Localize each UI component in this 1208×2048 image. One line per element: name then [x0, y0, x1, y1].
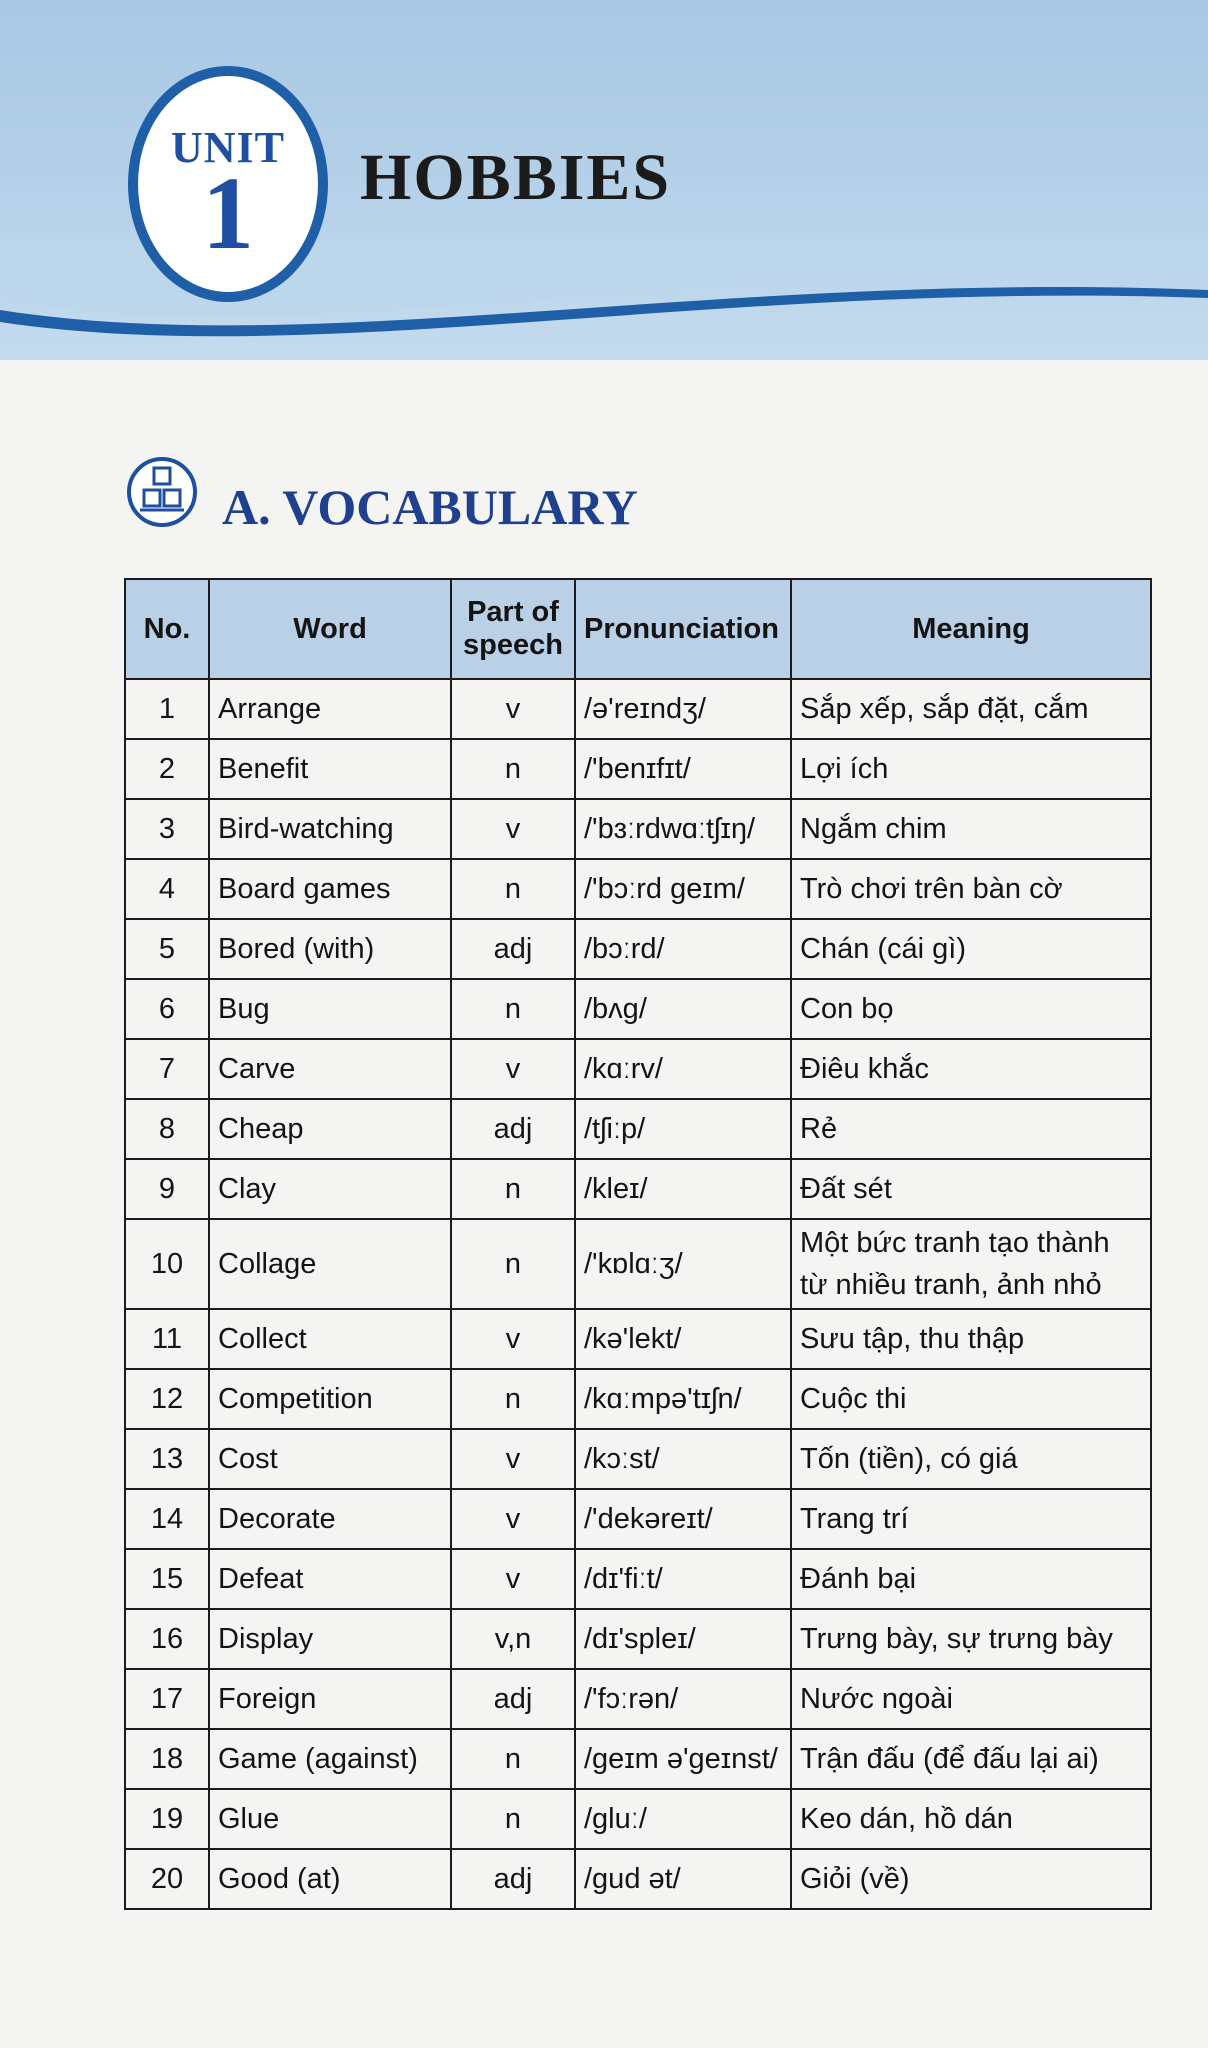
row-word: Cost	[209, 1429, 451, 1489]
row-meaning: Trang trí	[791, 1489, 1151, 1549]
header-part-of-speech: Part of speech	[451, 579, 575, 679]
row-part-of-speech: n	[451, 979, 575, 1039]
table-row	[125, 1849, 1151, 1909]
table-row	[125, 1789, 1151, 1849]
abc-blocks-icon	[126, 456, 198, 528]
row-word: Foreign	[209, 1669, 451, 1729]
row-part-of-speech: v,n	[451, 1609, 575, 1669]
table-row	[125, 1609, 1151, 1669]
row-part-of-speech: v	[451, 1309, 575, 1369]
row-no: 1	[125, 679, 209, 739]
row-meaning: Ngắm chim	[791, 799, 1151, 859]
row-word: Good (at)	[209, 1849, 451, 1909]
row-word: Bored (with)	[209, 919, 451, 979]
row-meaning: Trận đấu (để đấu lại ai)	[791, 1729, 1151, 1789]
row-pronunciation: /'benɪfɪt/	[575, 739, 791, 799]
row-meaning: Sưu tập, thu thập	[791, 1309, 1151, 1369]
row-meaning: Keo dán, hồ dán	[791, 1789, 1151, 1849]
row-no: 11	[125, 1309, 209, 1369]
table-row	[125, 919, 1151, 979]
row-meaning: Rẻ	[791, 1099, 1151, 1159]
row-pronunciation: /bʌg/	[575, 979, 791, 1039]
table-row	[125, 1099, 1151, 1159]
row-no: 9	[125, 1159, 209, 1219]
row-meaning: Chán (cái gì)	[791, 919, 1151, 979]
row-word: Game (against)	[209, 1729, 451, 1789]
row-no: 15	[125, 1549, 209, 1609]
row-pronunciation: /gluː/	[575, 1789, 791, 1849]
row-word: Benefit	[209, 739, 451, 799]
unit-number: 1	[202, 156, 254, 271]
row-pronunciation: /'dekəreɪt/	[575, 1489, 791, 1549]
row-part-of-speech: adj	[451, 1669, 575, 1729]
row-pronunciation: /'kɒlɑːʒ/	[575, 1219, 791, 1309]
row-part-of-speech: n	[451, 1369, 575, 1429]
table-row	[125, 739, 1151, 799]
row-meaning: Điêu khắc	[791, 1039, 1151, 1099]
table-row	[125, 1549, 1151, 1609]
row-no: 20	[125, 1849, 209, 1909]
row-no: 5	[125, 919, 209, 979]
row-meaning: Sắp xếp, sắp đặt, cắm	[791, 679, 1151, 739]
table-header-row	[125, 579, 1151, 679]
unit-title: HOBBIES	[360, 141, 672, 214]
row-part-of-speech: n	[451, 859, 575, 919]
row-no: 4	[125, 859, 209, 919]
row-part-of-speech: adj	[451, 1849, 575, 1909]
row-no: 13	[125, 1429, 209, 1489]
row-no: 14	[125, 1489, 209, 1549]
row-part-of-speech: adj	[451, 1099, 575, 1159]
row-meaning: Giỏi (về)	[791, 1849, 1151, 1909]
row-no: 18	[125, 1729, 209, 1789]
section-title: A. VOCABULARY	[222, 479, 638, 535]
row-no: 6	[125, 979, 209, 1039]
row-word: Board games	[209, 859, 451, 919]
row-word: Glue	[209, 1789, 451, 1849]
row-meaning: Nước ngoài	[791, 1669, 1151, 1729]
table-row	[125, 1309, 1151, 1369]
table-row	[125, 1369, 1151, 1429]
header-meaning: Meaning	[791, 579, 1151, 679]
row-part-of-speech: n	[451, 739, 575, 799]
row-meaning: Trưng bày, sự trưng bày	[791, 1609, 1151, 1669]
header-word: Word	[209, 579, 451, 679]
row-pronunciation: /bɔːrd/	[575, 919, 791, 979]
row-word: Bug	[209, 979, 451, 1039]
unit-label: UNIT	[170, 123, 286, 172]
row-part-of-speech: v	[451, 799, 575, 859]
row-no: 16	[125, 1609, 209, 1669]
row-part-of-speech: v	[451, 1039, 575, 1099]
row-meaning: Lợi ích	[791, 739, 1151, 799]
table-row	[125, 1219, 1151, 1309]
row-meaning: Một bức tranh tạo thành từ nhiều tranh, ảnh nhỏ	[791, 1219, 1151, 1309]
row-pronunciation: /dɪ'fiːt/	[575, 1549, 791, 1609]
row-no: 12	[125, 1369, 209, 1429]
row-word: Collect	[209, 1309, 451, 1369]
table-row	[125, 1669, 1151, 1729]
row-no: 8	[125, 1099, 209, 1159]
row-no: 7	[125, 1039, 209, 1099]
vocabulary-table	[124, 578, 1152, 1910]
row-meaning: Tốn (tiền), có giá	[791, 1429, 1151, 1489]
unit-badge	[128, 66, 328, 302]
row-pronunciation: /'bɔːrd geɪm/	[575, 859, 791, 919]
row-pronunciation: /dɪ'spleɪ/	[575, 1609, 791, 1669]
row-pronunciation: /'fɔːrən/	[575, 1669, 791, 1729]
row-word: Display	[209, 1609, 451, 1669]
row-pronunciation: /kɑːrv/	[575, 1039, 791, 1099]
row-no: 19	[125, 1789, 209, 1849]
row-pronunciation: /ə'reɪndʒ/	[575, 679, 791, 739]
table-row	[125, 1039, 1151, 1099]
table-row	[125, 1729, 1151, 1789]
row-meaning: Con bọ	[791, 979, 1151, 1039]
row-meaning: Đất sét	[791, 1159, 1151, 1219]
row-pronunciation: /kɔːst/	[575, 1429, 791, 1489]
table-row	[125, 1159, 1151, 1219]
header-pronunciation: Pronunciation	[575, 579, 791, 679]
row-part-of-speech: n	[451, 1729, 575, 1789]
row-pronunciation: /tʃiːp/	[575, 1099, 791, 1159]
row-word: Bird-watching	[209, 799, 451, 859]
row-part-of-speech: n	[451, 1219, 575, 1309]
row-pronunciation: /kɑːmpə'tɪʃn/	[575, 1369, 791, 1429]
table-row	[125, 679, 1151, 739]
row-part-of-speech: v	[451, 1489, 575, 1549]
row-pronunciation: /'bɜːrdwɑːtʃɪŋ/	[575, 799, 791, 859]
row-word: Cheap	[209, 1099, 451, 1159]
row-part-of-speech: v	[451, 1429, 575, 1489]
row-part-of-speech: n	[451, 1789, 575, 1849]
row-word: Defeat	[209, 1549, 451, 1609]
row-word: Collage	[209, 1219, 451, 1309]
row-no: 10	[125, 1219, 209, 1309]
row-no: 3	[125, 799, 209, 859]
row-word: Competition	[209, 1369, 451, 1429]
row-meaning: Trò chơi trên bàn cờ	[791, 859, 1151, 919]
row-no: 2	[125, 739, 209, 799]
table-row	[125, 799, 1151, 859]
row-part-of-speech: adj	[451, 919, 575, 979]
row-part-of-speech: v	[451, 679, 575, 739]
row-pronunciation: /kə'lekt/	[575, 1309, 791, 1369]
row-meaning: Cuộc thi	[791, 1369, 1151, 1429]
row-pronunciation: /kleɪ/	[575, 1159, 791, 1219]
row-no: 17	[125, 1669, 209, 1729]
table-row	[125, 979, 1151, 1039]
header-no: No.	[125, 579, 209, 679]
row-part-of-speech: n	[451, 1159, 575, 1219]
row-pronunciation: /gud ət/	[575, 1849, 791, 1909]
table-row	[125, 1429, 1151, 1489]
row-word: Carve	[209, 1039, 451, 1099]
table-row	[125, 859, 1151, 919]
row-meaning: Đánh bại	[791, 1549, 1151, 1609]
table-row	[125, 1489, 1151, 1549]
row-word: Decorate	[209, 1489, 451, 1549]
row-part-of-speech: v	[451, 1549, 575, 1609]
row-pronunciation: /geɪm ə'geɪnst/	[575, 1729, 791, 1789]
row-word: Arrange	[209, 679, 451, 739]
row-word: Clay	[209, 1159, 451, 1219]
